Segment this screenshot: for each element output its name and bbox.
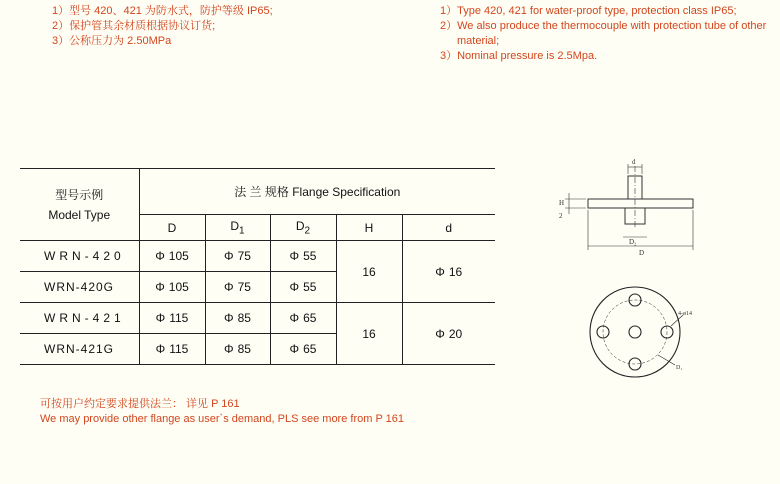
note-cn-3: 3）公称压力为 2.50MPa xyxy=(52,35,172,47)
dim-label-2: 2 xyxy=(559,212,563,220)
col-header-d: d xyxy=(402,215,495,241)
bottom-note-en: We may provide other flange as user`s demand, PLS see more from P 161 xyxy=(40,413,404,425)
flange-disk xyxy=(588,199,693,208)
model-cell: WRN-421 xyxy=(20,303,139,334)
model-cell: WRN-421G xyxy=(20,334,139,365)
note-cn-2: 2）保护管其余材质根据协议订货; xyxy=(52,20,216,32)
cell-D1: Φ 85 xyxy=(205,334,270,365)
cell-D2: Φ 65 xyxy=(270,303,336,334)
cell-D1: Φ 85 xyxy=(205,303,270,334)
cell-H: 16 xyxy=(336,241,402,303)
model-header-en: Model Type xyxy=(48,207,111,222)
note-en-2: 2）We also produce the thermocouple with protection tube of other xyxy=(440,20,767,32)
flange-spec-table xyxy=(20,168,495,365)
label-D1: D₁ xyxy=(676,365,683,371)
center-hole xyxy=(629,326,641,338)
col-header-H: H xyxy=(336,215,402,241)
label-bolt-holes: 4-ø14 xyxy=(678,311,692,317)
cell-d: Φ 20 xyxy=(402,303,495,365)
note-en-3: 3）Nominal pressure is 2.5Mpa. xyxy=(440,50,598,62)
cell-D1: Φ 75 xyxy=(205,241,270,272)
note-en-1: 1）Type 420, 421 for water-proof type, protection class IP65; xyxy=(440,5,737,17)
cell-D2: Φ 55 xyxy=(270,241,336,272)
dim-label-D2: D₂ xyxy=(629,238,637,246)
cell-D1: Φ 75 xyxy=(205,272,270,303)
note-cn-1: 1）型号 420、421 为防水式，防护等级 IP65; xyxy=(52,5,273,17)
col-header-D2: $D_2$ xyxy=(270,215,336,241)
cell-d: Φ 16 xyxy=(402,241,495,303)
bottom-note-cn: 可按用户约定要求提供法兰： 详见 P 161 xyxy=(40,398,240,410)
flange-outline xyxy=(590,287,683,377)
bolt-circle xyxy=(603,300,667,364)
model-cell: WRN-420 xyxy=(20,241,139,272)
notes-english xyxy=(440,4,766,64)
col-header-D1: $D_1$ xyxy=(205,215,270,241)
notes-chinese xyxy=(52,4,273,49)
flange-spec-header: 法 兰 规格 Flange Specification xyxy=(139,169,495,215)
cell-D: Φ 115 xyxy=(139,334,205,365)
cell-D: Φ 105 xyxy=(139,241,205,272)
cell-H: 16 xyxy=(336,303,402,365)
model-cell: WRN-420G xyxy=(20,272,139,303)
dim-label-H: H xyxy=(559,199,565,207)
dim-label-d: d xyxy=(632,158,636,166)
flange-side-view-drawing xyxy=(555,158,705,258)
table-row xyxy=(20,241,495,272)
flange-top-view-drawing xyxy=(580,285,720,385)
table-row xyxy=(20,303,495,334)
cell-D2: Φ 65 xyxy=(270,334,336,365)
cell-D: Φ 115 xyxy=(139,303,205,334)
table-header-row xyxy=(20,169,495,215)
model-type-header xyxy=(20,169,139,241)
cell-D2: Φ 55 xyxy=(270,272,336,303)
col-header-D: D xyxy=(139,215,205,241)
cell-D: Φ 105 xyxy=(139,272,205,303)
note-en-2-cont: material; xyxy=(457,35,500,47)
model-header-cn: 型号示例 xyxy=(55,187,104,202)
dim-label-D: D xyxy=(639,249,645,257)
